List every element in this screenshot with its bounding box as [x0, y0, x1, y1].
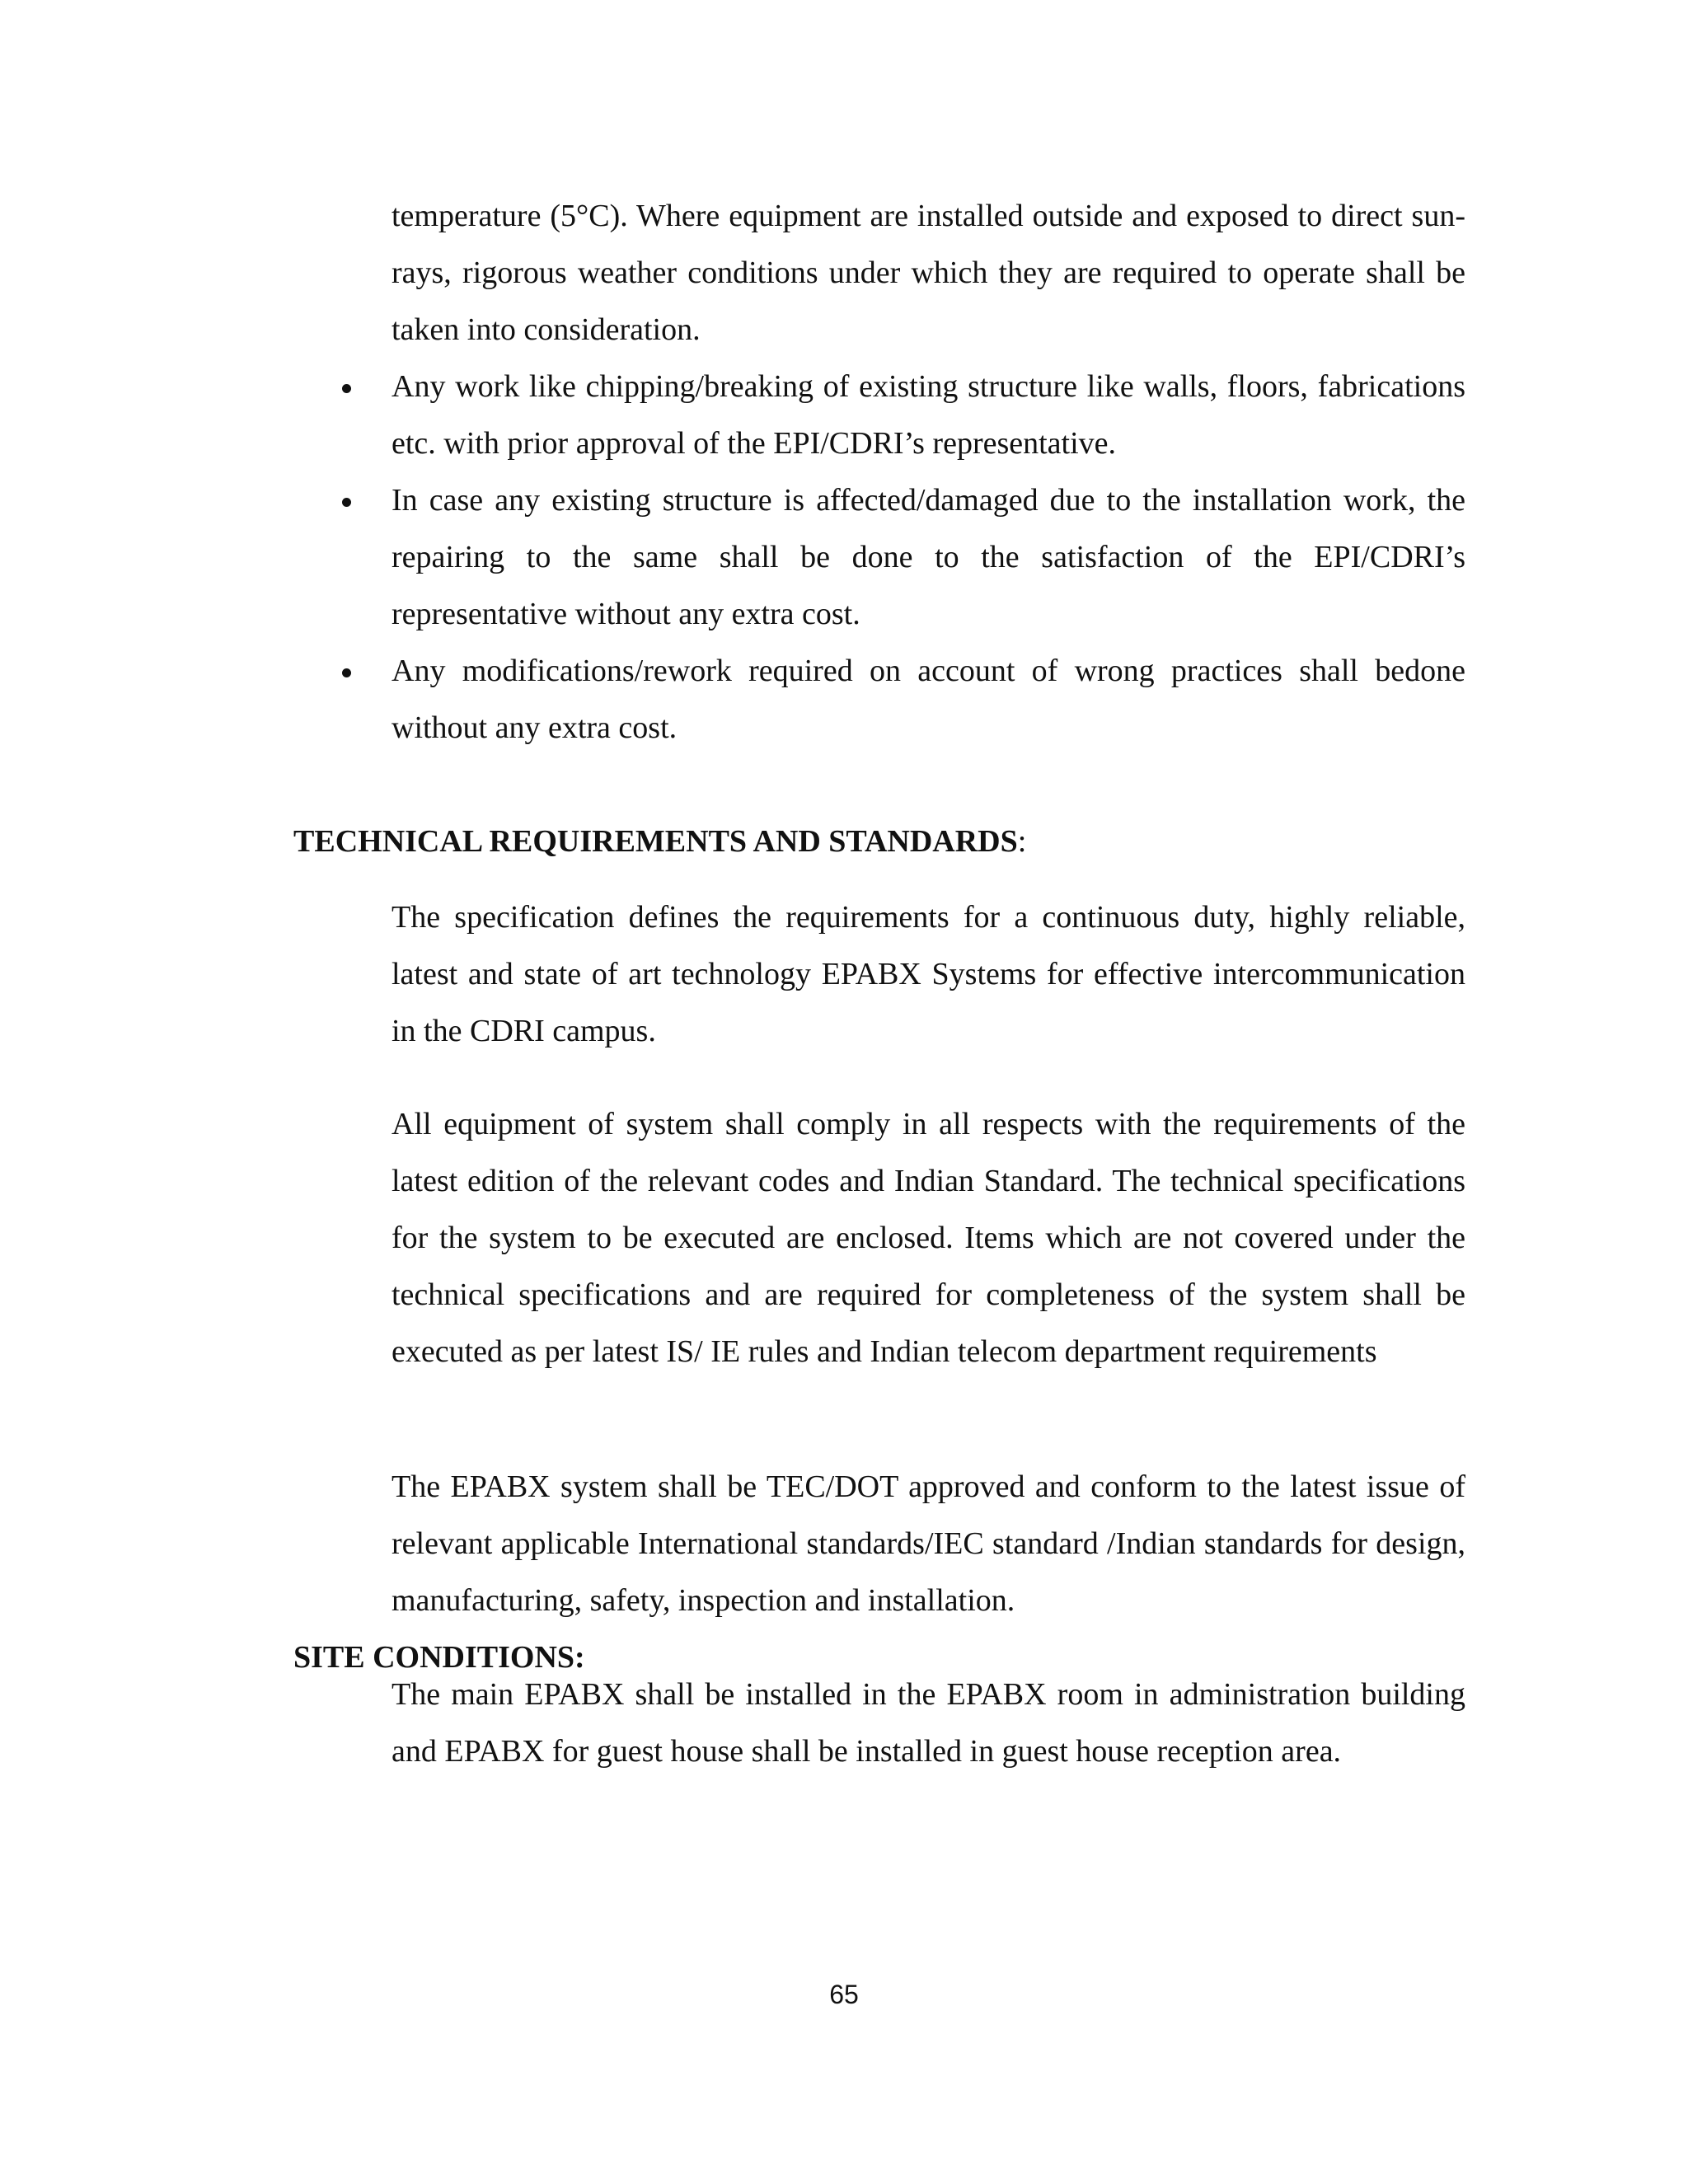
paragraph-text: The EPABX system shall be TEC/DOT approved and conform to the latest issue of relevant applicable International standards/IEC standard /Indian standards for design, manufacturing, safety, inspection and installation.	[392, 1469, 1465, 1618]
site-conditions-paragraph	[392, 1666, 1465, 1780]
paragraph-text: The main EPABX shall be installed in the EPABX room in administration building and EPABX for guest house shall be installed in guest house reception area.	[392, 1677, 1465, 1769]
paragraph-text: All equipment of system shall comply in all respects with the requirements of the latest edition of the relevant codes and Indian Standard. The technical specifications for the system to be executed are enclosed. Items which are not covered under the technical specifications and are required for completeness of the system shall be executed as per latest IS/ IE rules and Indian telecom department requirements	[392, 1107, 1465, 1369]
continuation-paragraph	[392, 188, 1465, 359]
list-item	[392, 472, 1465, 643]
heading-colon: :	[1017, 824, 1027, 859]
list-item	[392, 359, 1465, 472]
technical-paragraph-3	[392, 1459, 1465, 1629]
bullet-list	[392, 359, 1465, 757]
bullet-icon	[342, 384, 351, 393]
technical-requirements-heading	[293, 823, 1026, 860]
list-item-text: Any modifications/rework required on account of wrong practices shall bedone without any extra cost.	[392, 654, 1465, 745]
site-conditions-heading: SITE CONDITIONS:	[293, 1640, 585, 1675]
page-number: 65	[829, 1980, 859, 2009]
paragraph-text: The specification defines the requirements for a continuous duty, highly reliable, latest and state of art technology EPABX Systems for effective intercommunication in the CDRI campus.	[392, 900, 1465, 1048]
list-item	[392, 643, 1465, 757]
technical-paragraph-2	[392, 1096, 1465, 1380]
list-item-text: Any work like chipping/breaking of existing structure like walls, floors, fabrications etc. with prior approval of the EPI/CDRI’s representative.	[392, 369, 1465, 461]
list-item-text: In case any existing structure is affected/damaged due to the installation work, the repairing to the same shall be done to the satisfaction of the EPI/CDRI’s representative without any extra cost.	[392, 483, 1465, 631]
bullet-icon	[342, 668, 351, 677]
bullet-icon	[342, 498, 351, 507]
technical-paragraph-1	[392, 889, 1465, 1060]
heading-text: TECHNICAL REQUIREMENTS AND STANDARDS	[293, 824, 1018, 859]
paragraph-text: temperature (5°C). Where equipment are installed outside and exposed to direct sun-rays, rigorous weather conditions under which they are required to operate shall be taken into consideration.	[392, 199, 1465, 347]
